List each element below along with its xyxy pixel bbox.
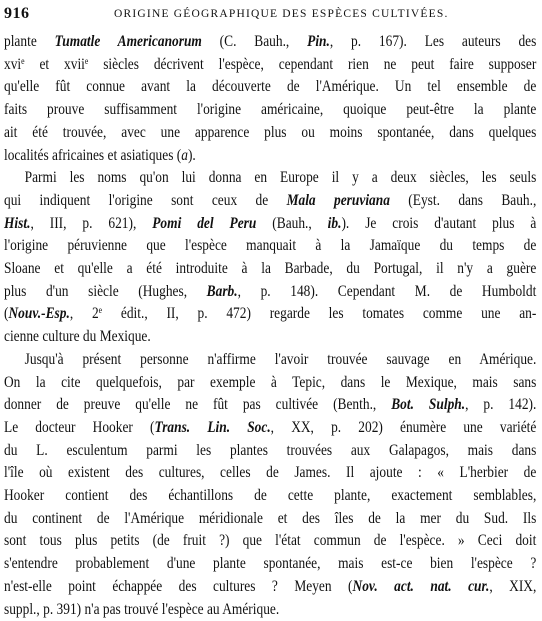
text-line	[4, 76, 536, 99]
italic-reference: Tumatle Americanorum	[54, 33, 202, 50]
text-run: qu'elle fût connue avant la découverte de l'Amérique. Un tel ensemble de	[4, 78, 537, 96]
italic-reference: Hist.	[4, 214, 31, 232]
italic-reference: Nov. act. nat. cur.	[352, 577, 490, 595]
text-run: xvi	[4, 55, 22, 73]
text-run: édit., II, p. 472) regarde les tomates comme une an-	[102, 305, 537, 323]
text-run: du L. esculentum parmi les plantes trouvées aux Galapagos, mais dans	[4, 441, 537, 459]
text-run: plus d'un siècle (Hughes,	[4, 282, 207, 300]
italic-reference: Nouv.-Esp.	[8, 305, 70, 323]
text-line	[4, 31, 536, 54]
text-run: et xvii	[24, 55, 85, 73]
text-run: (Eyst. dans Bauh.,	[389, 191, 537, 209]
superscript: e	[84, 55, 89, 66]
text-line	[4, 326, 536, 349]
text-line	[4, 462, 536, 485]
text-run: suppl., p. 391) n'a pas trouvé l'espèce au Amérique.	[4, 600, 280, 618]
paragraph	[4, 31, 536, 167]
text-line	[4, 440, 536, 463]
text-run: On la cite quelquefois, par exemple à Tepic, dans le Mexique, mais sans	[4, 373, 537, 391]
text-line	[4, 145, 536, 168]
text-run: , XIX,	[489, 577, 537, 595]
page-header	[4, 4, 536, 24]
running-title: ORIGINE GÉOGRAPHIQUE DES ESPÈCES CULTIVÉES.	[114, 8, 449, 20]
italic-reference: Pomi del Peru	[152, 214, 257, 232]
text-run: sont tous plus petits (de fruit ?) que l'état commun de l'espèce. » Ceci doit	[4, 532, 537, 550]
text-line	[4, 530, 536, 553]
text-run: , p. 167). Les auteurs des	[329, 33, 537, 50]
text-run: Le docteur Hooker (	[4, 418, 155, 436]
text-line	[4, 235, 536, 258]
text-run: , XX, p. 202) énumère une variété	[270, 418, 537, 436]
superscript: e	[21, 55, 25, 66]
text-run: (	[4, 305, 9, 323]
page-number: 916	[4, 5, 30, 22]
text-line	[4, 122, 536, 145]
text-run: l'île où existent des cultures, celles de James. Il ajoute : « L'herbier de	[4, 464, 537, 482]
text-run: (Bauh.,	[256, 214, 328, 232]
text-line	[4, 99, 536, 122]
text-run: plante	[4, 33, 55, 50]
text-line	[4, 394, 536, 417]
text-line	[4, 258, 536, 281]
text-run: Jusqu'à présent personne n'affirme l'avoir trouvée sauvage en Amérique.	[24, 350, 537, 368]
text-run: donner de preuve qu'elle ne fût pas cultivée (Benth.,	[4, 396, 392, 414]
text-run: , p. 148). Cependant M. de Humboldt	[237, 282, 537, 300]
italic-reference: Pin.	[307, 33, 330, 50]
italic-reference: Trans. Lin. Soc.	[154, 418, 271, 436]
text-line	[4, 485, 536, 508]
paragraph	[4, 349, 536, 621]
italic-reference: Bot. Sulph.	[391, 396, 466, 414]
text-line	[4, 576, 536, 599]
text-line	[4, 303, 536, 326]
text-line	[4, 167, 536, 190]
text-run: siècles décrivent l'espèce, cependant rien ne peut faire supposer	[88, 55, 537, 73]
text-run: ).	[187, 146, 196, 164]
text-run: , III, p. 621),	[30, 214, 153, 232]
text-run: localités africaines et asiatiques (	[4, 146, 182, 164]
text-run: Hooker contient des échantillons de cette plante, exactement semblables,	[4, 487, 537, 505]
text-run: ). Je crois d'autant plus à	[341, 214, 537, 232]
text-run: , p. 142).	[465, 396, 537, 414]
text-run: (C. Bauh.,	[201, 33, 308, 50]
text-run: , 2	[69, 305, 99, 323]
body-text	[4, 31, 536, 621]
italic-text: a	[181, 146, 188, 164]
text-line	[4, 54, 536, 77]
text-run: faits prouve suffisamment l'origine américaine, quoique peut-être la plante	[4, 101, 537, 119]
text-line	[4, 281, 536, 304]
text-run: qui indiquent l'origine sont ceux de	[4, 191, 287, 209]
text-line	[4, 508, 536, 531]
text-run: l'origine péruvienne que l'espèce manquait à la Jamaïque du temps de	[4, 237, 537, 255]
text-line	[4, 213, 536, 236]
paragraph	[4, 167, 536, 349]
italic-reference: ib.	[327, 214, 342, 232]
text-line	[4, 553, 536, 576]
italic-reference: Mala peruviana	[286, 191, 390, 209]
text-line	[4, 190, 536, 213]
text-run: cienne culture du Mexique.	[4, 328, 151, 346]
text-line	[4, 417, 536, 440]
superscript: e	[98, 305, 103, 316]
text-line	[4, 372, 536, 395]
text-run: n'est-elle point échappée des cultures ? Meyen (	[4, 577, 353, 595]
text-run: Parmi les noms qu'on lui donna en Europe il y a deux siècles, les seuls	[24, 169, 537, 187]
text-line	[4, 349, 536, 372]
text-run: ait été trouvée, avec une apparence plus ou moins spontanée, dans quelques	[4, 123, 537, 141]
text-run: s'entendre probablement d'une plante spontanée, mais est-ce bien l'espèce ?	[4, 555, 537, 573]
text-run: du continent de l'Amérique méridionale et des îles de la mer du Sud. Ils	[4, 509, 537, 527]
text-run: Sloane et qu'elle a été introduite à la Barbade, du Portugal, il n'y a guère	[4, 260, 537, 278]
italic-reference: Barb.	[206, 282, 238, 300]
